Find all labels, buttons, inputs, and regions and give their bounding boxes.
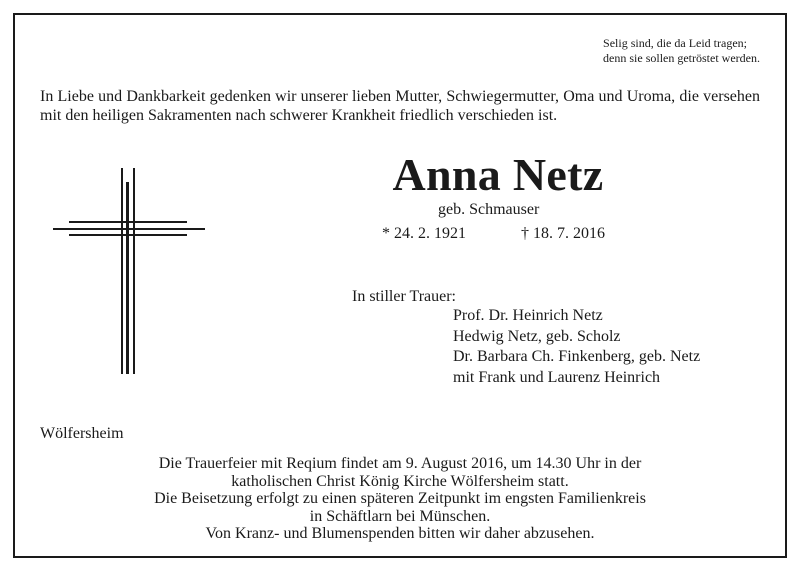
notice-line: Die Beisetzung erfolgt zu einen späteren Zeitpunkt im engsten Familienkreis: [154, 490, 646, 507]
motto-line-2: denn sie sollen getröstet werden.: [603, 51, 760, 65]
funeral-notice: [40, 455, 760, 543]
mourner-list: [453, 306, 700, 388]
mourner-name: Prof. Dr. Heinrich Netz: [453, 307, 603, 324]
death-date: † 18. 7. 2016: [521, 225, 605, 242]
birth-name: geb. Schmauser: [438, 201, 540, 218]
motto-line-1: Selig sind, die da Leid tragen;: [603, 36, 747, 50]
intro-text: In Liebe und Dankbarkeit gedenken wir unserer lieben Mutter, Schwiegermutter, Oma und Uroma, die versehen mit den heiligen Sakramenten nach schwerer Krankheit friedlich verschieden ist.: [40, 88, 760, 124]
notice-line: Die Trauerfeier mit Reqium findet am 9. August 2016, um 14.30 Uhr in der: [158, 455, 642, 472]
deceased-name: Anna Netz: [392, 149, 604, 200]
notice-line: in Schäftlarn bei Münschen.: [309, 507, 491, 525]
notice-line: katholischen Christ König Kirche Wölfersheim statt.: [231, 472, 569, 490]
mourner-name: mit Frank und Laurenz Heinrich: [453, 368, 661, 386]
birth-date: * 24. 2. 1921: [382, 225, 466, 242]
cross-icon: [53, 168, 205, 374]
mourner-name: Hedwig Netz, geb. Scholz: [453, 327, 621, 345]
mourner-name: Dr. Barbara Ch. Finkenberg, geb. Netz: [453, 348, 701, 365]
place-name: Wölfersheim: [40, 425, 124, 442]
mourning-label: In stiller Trauer:: [352, 288, 456, 305]
bible-motto: [603, 36, 760, 66]
notice-line: Von Kranz- und Blumenspenden bitten wir daher abzusehen.: [205, 525, 595, 542]
